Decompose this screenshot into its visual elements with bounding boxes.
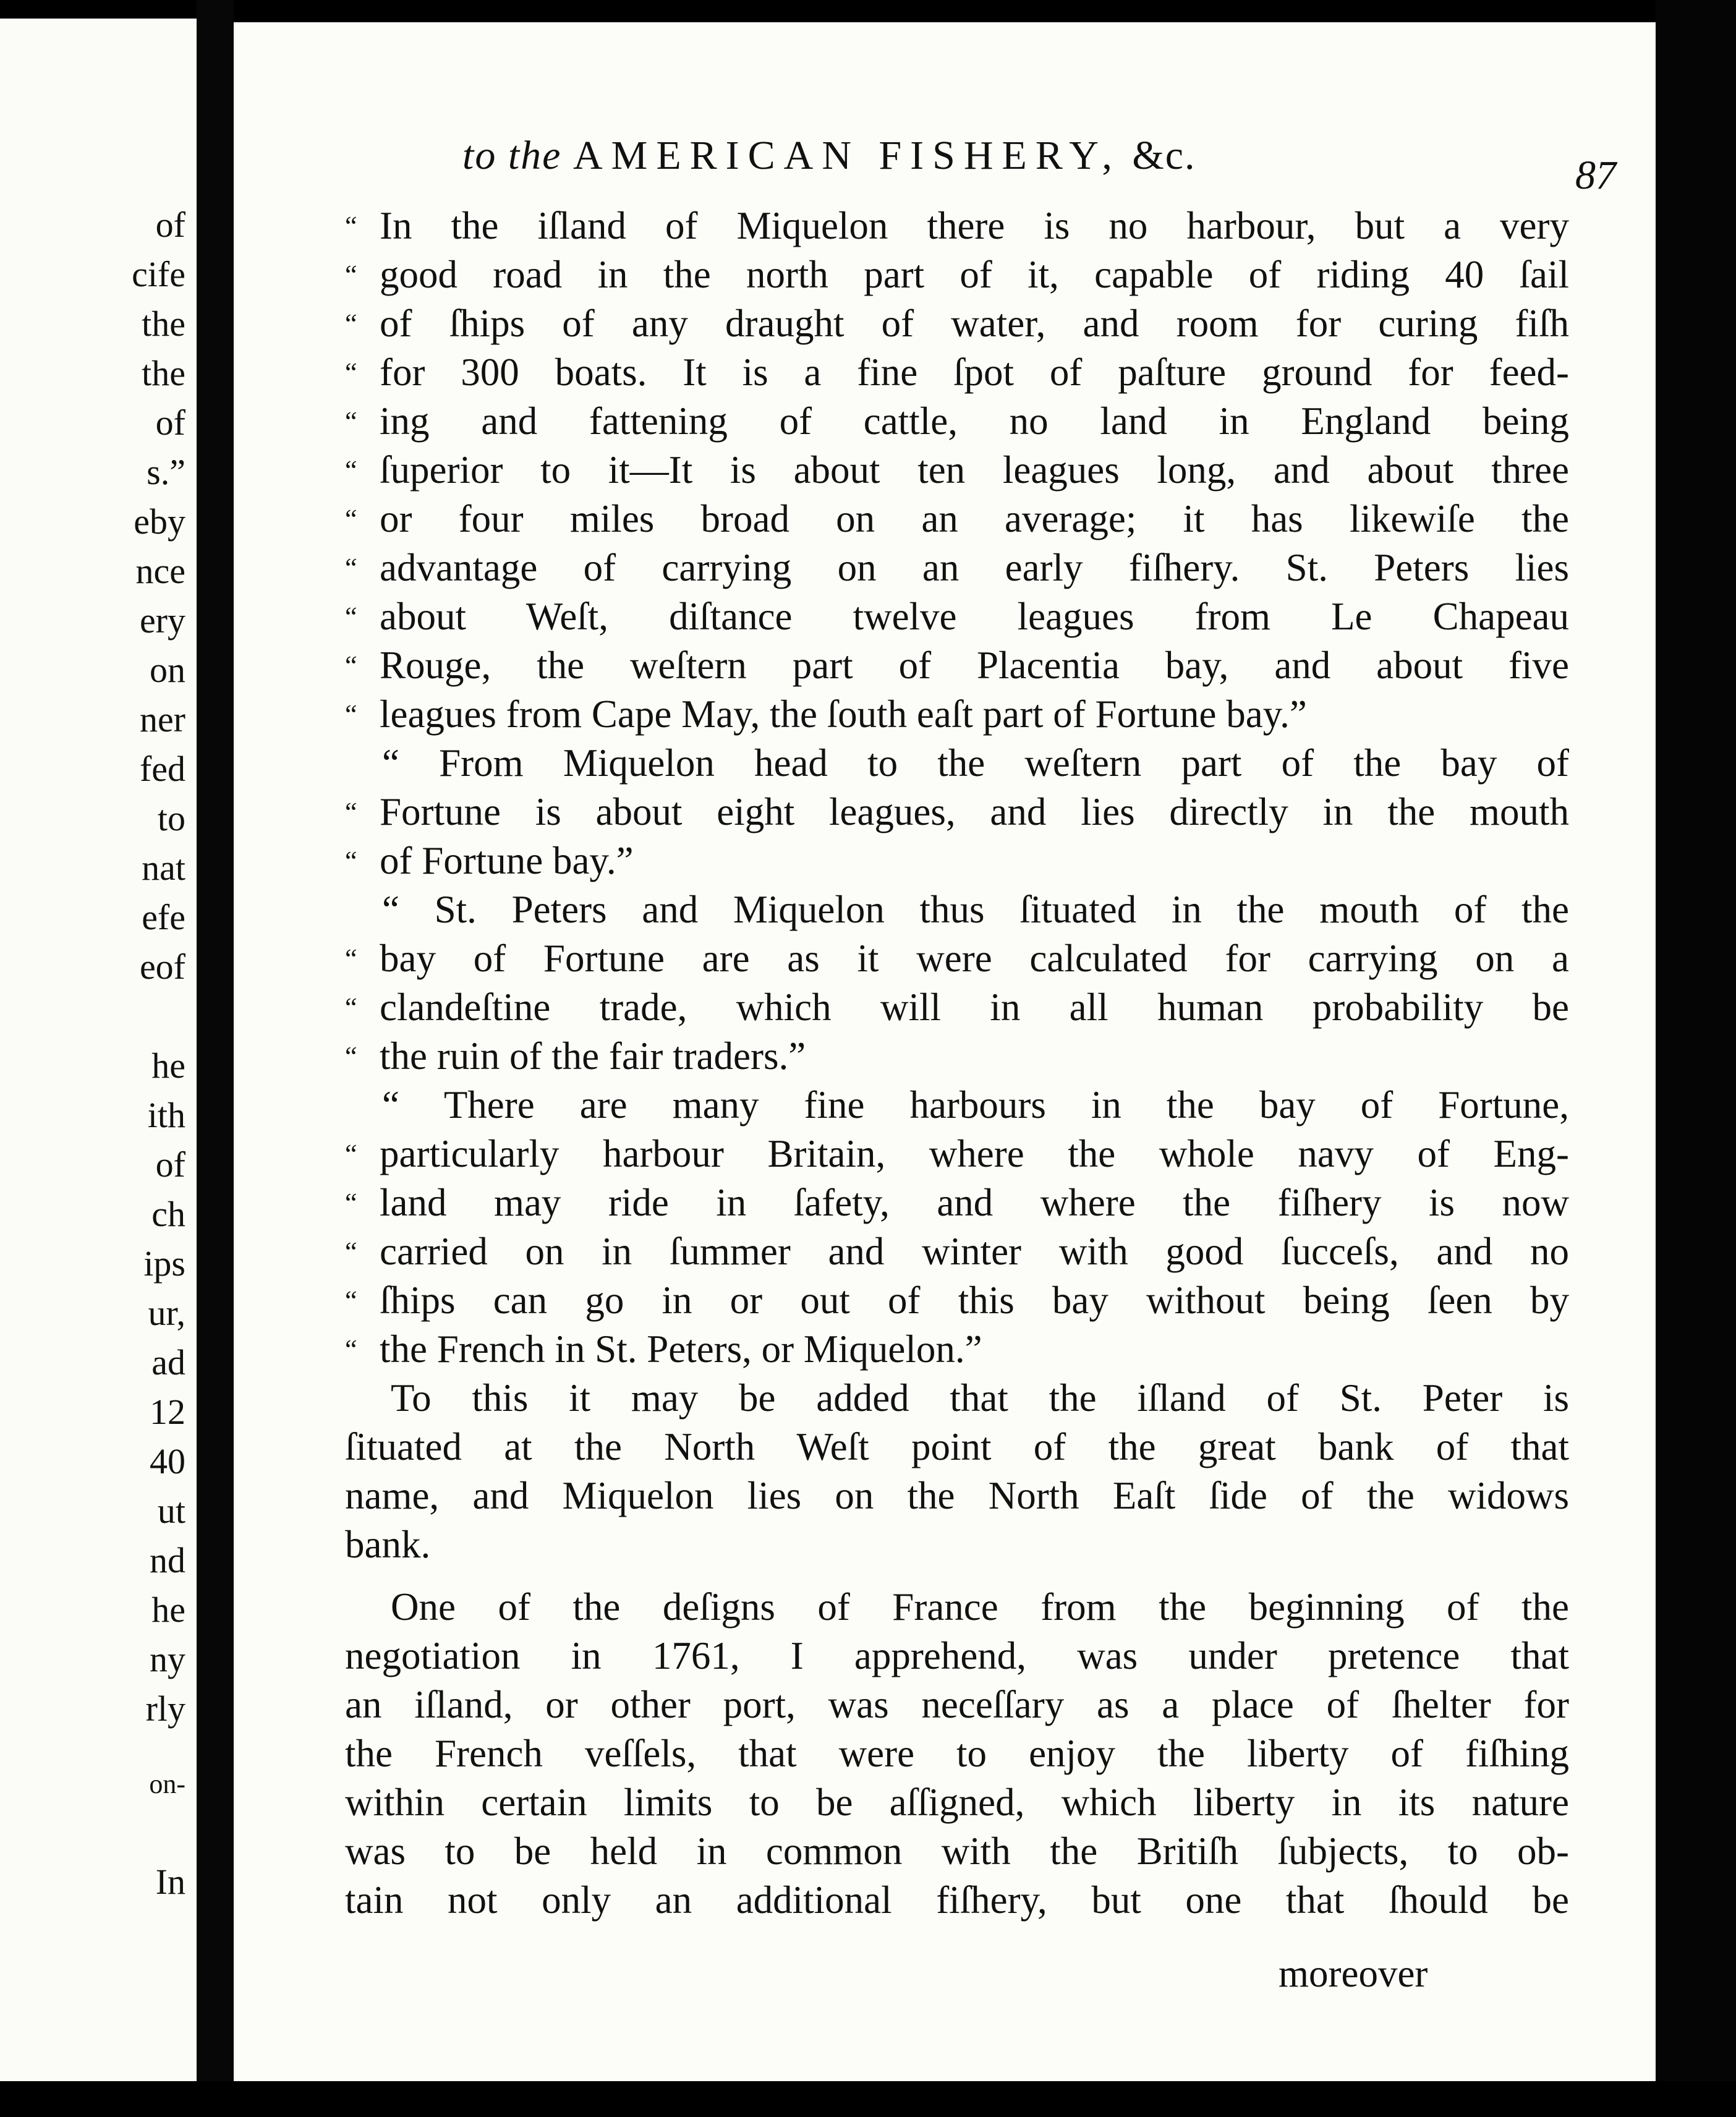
line-text: “ From Miquelon head to the weſtern part of the bay of	[382, 741, 1569, 785]
quotation-mark: “	[345, 1188, 357, 1218]
line-text: “ There are many fine harbours in the bay of Fortune,	[382, 1083, 1569, 1127]
line-text: One of the deſigns of France from the beginning of the	[391, 1585, 1569, 1629]
text-line	[345, 934, 1569, 983]
left-page-fragment: ips	[143, 1243, 185, 1284]
left-page-fragment: 40	[150, 1441, 185, 1481]
text-line	[345, 543, 1569, 592]
quotation-mark: “	[345, 1285, 357, 1316]
text-line	[345, 641, 1569, 690]
left-page-fragment: ery	[139, 600, 185, 641]
line-text: or four miles broad on an average; it has likewiſe the	[380, 497, 1569, 540]
text-line	[345, 837, 1569, 885]
left-page-fragment: the	[142, 353, 185, 393]
line-text: good road in the north part of it, capable of riding 40 ſail	[380, 253, 1569, 296]
quotation-mark: “	[345, 992, 357, 1023]
quotation-mark: “	[345, 553, 357, 583]
quotation-mark: “	[345, 797, 357, 827]
text-line	[345, 592, 1569, 641]
line-text: advantage of carrying on an early fiſhery. St. Peters lies	[380, 546, 1569, 589]
book-gutter	[197, 0, 234, 2117]
left-page-fragment: ny	[150, 1639, 185, 1679]
quotation-mark: “	[345, 943, 357, 974]
quotation-mark: “	[345, 1139, 357, 1169]
line-text: To this it may be added that the iſland of St. Peter is	[391, 1376, 1569, 1420]
running-head-line	[462, 132, 1625, 188]
left-page-fragment: rly	[145, 1689, 185, 1729]
line-text: tain not only an additional fiſhery, but one that ſhould be	[345, 1878, 1569, 1922]
scan-bottom-edge	[0, 2081, 1736, 2117]
right-page	[234, 22, 1656, 2081]
text-line	[345, 1325, 1569, 1374]
line-text: ing and fattening of cattle, no land in England being	[380, 399, 1569, 443]
quotation-mark: “	[345, 406, 357, 437]
text-line	[345, 788, 1569, 837]
text-line	[345, 1680, 1569, 1729]
text-line	[345, 1827, 1569, 1876]
line-text: for 300 boats. It is a fine ſpot of paſture ground for feed-	[380, 351, 1569, 394]
line-text: within certain limits to be aſſigned, which liberty in its nature	[345, 1781, 1569, 1824]
text-line	[345, 1130, 1569, 1178]
text-line	[345, 1472, 1569, 1520]
page-body-text	[345, 202, 1569, 1925]
left-page-fragment: ch	[151, 1194, 185, 1234]
text-line	[345, 495, 1569, 543]
quotation-mark: “	[345, 650, 357, 681]
line-text: ſuperior to it—It is about ten leagues long, and about three	[380, 448, 1569, 492]
text-line	[345, 397, 1569, 446]
quotation-mark: “	[345, 1041, 357, 1071]
quotation-mark: “	[345, 1237, 357, 1267]
left-facing-page	[0, 19, 197, 2084]
line-text: the ruin of the fair traders.”	[380, 1034, 806, 1078]
left-page-fragment: on	[150, 650, 185, 690]
text-line	[345, 202, 1569, 250]
line-text: of ſhips of any draught of water, and room for curing fiſh	[380, 302, 1569, 345]
text-line	[345, 1520, 1569, 1569]
line-text: clandeſtine trade, which will in all human probability be	[380, 986, 1569, 1029]
text-line	[345, 739, 1569, 788]
quotation-mark: “	[345, 846, 357, 876]
left-page-fragment: on-	[149, 1769, 185, 1799]
line-text: Fortune is about eight leagues, and lies directly in the mouth	[380, 790, 1569, 833]
left-page-fragment: ur,	[148, 1293, 185, 1333]
line-text: was to be held in common with the Britiſh ſubjects, to ob-	[345, 1829, 1569, 1873]
line-text: “ St. Peters and Miquelon thus ſituated in the mouth of the	[382, 888, 1569, 931]
left-page-fragment: In	[155, 1862, 185, 1902]
quotation-mark: “	[345, 602, 357, 632]
left-page-fragment: ith	[147, 1095, 185, 1135]
left-page-fragment: of	[155, 205, 185, 245]
line-text: In the iſland of Miquelon there is no harbour, but a very	[380, 204, 1569, 247]
line-text: an iſland, or other port, was neceſſary as a place of ſhelter for	[345, 1683, 1569, 1726]
quotation-mark: “	[345, 357, 357, 388]
running-head	[462, 132, 1196, 179]
left-page-fragment: ad	[151, 1342, 185, 1382]
left-page-fragment: s.”	[147, 452, 185, 492]
text-line	[345, 983, 1569, 1032]
left-page-fragment: the	[142, 304, 185, 344]
running-head-title: AMERICAN FISHERY,	[572, 133, 1121, 178]
left-page-fragment: eof	[139, 947, 185, 987]
text-line	[345, 1227, 1569, 1276]
line-text: leagues from Cape May, the ſouth eaſt part of Fortune bay.”	[380, 692, 1307, 736]
line-text: particularly harbour Britain, where the whole navy of Eng-	[380, 1132, 1569, 1175]
text-line	[345, 1423, 1569, 1472]
left-page-fragment: 12	[150, 1392, 185, 1432]
left-page-fragment: of	[155, 403, 185, 443]
left-page-fragment: ut	[157, 1491, 185, 1531]
text-line	[345, 1032, 1569, 1081]
text-line	[345, 1778, 1569, 1827]
left-page-fragment: he	[151, 1046, 185, 1086]
left-page-fragment: fed	[139, 749, 185, 789]
line-text: negotiation in 1761, I apprehend, was under pretence that	[345, 1634, 1569, 1677]
left-page-fragment: nce	[135, 551, 185, 591]
line-text: the French in St. Peters, or Miquelon.”	[380, 1327, 982, 1371]
text-line	[345, 348, 1569, 397]
running-head-prefix: to the	[462, 133, 562, 178]
left-page-fragment: he	[151, 1590, 185, 1630]
line-text: of Fortune bay.”	[380, 839, 634, 882]
left-page-fragment: efe	[142, 897, 185, 937]
text-line	[345, 690, 1569, 739]
left-page-fragment: eby	[134, 501, 185, 542]
line-text: about Weſt, diſtance twelve leagues from Le Chapeau	[380, 595, 1569, 638]
quotation-mark: “	[345, 455, 357, 485]
left-page-fragment: nat	[142, 848, 185, 888]
page-number: 87	[1575, 153, 1616, 198]
line-text: bay of Fortune are as it were calculated for carrying on a	[380, 937, 1569, 980]
text-line	[345, 1729, 1569, 1778]
text-line	[345, 1081, 1569, 1130]
quotation-mark: “	[345, 1334, 357, 1365]
left-page-fragment: of	[155, 1144, 185, 1185]
line-text: the French veſſels, that were to enjoy the liberty of fiſhing	[345, 1732, 1569, 1775]
text-line	[345, 1583, 1569, 1632]
text-line	[345, 1178, 1569, 1227]
line-text: bank.	[345, 1523, 431, 1566]
left-page-fragment: ner	[139, 699, 185, 739]
text-line	[345, 1876, 1569, 1925]
line-text: carried on in ſummer and winter with good ſucceſs, and no	[380, 1230, 1569, 1273]
line-text: name, and Miquelon lies on the North Eaſt ſide of the widows	[345, 1474, 1569, 1517]
quotation-mark: “	[345, 211, 357, 241]
text-line	[345, 446, 1569, 495]
left-page-fragment: to	[157, 798, 185, 838]
text-line	[345, 885, 1569, 934]
left-page-fragment: cife	[132, 254, 185, 294]
left-page-fragment: nd	[150, 1540, 185, 1580]
running-head-suffix: &c.	[1132, 133, 1196, 178]
text-line	[345, 1374, 1569, 1423]
quotation-mark: “	[345, 504, 357, 534]
catchword: moreover	[1279, 1952, 1428, 1995]
line-text: ſituated at the North Weſt point of the great bank of that	[345, 1425, 1569, 1468]
text-line	[345, 1632, 1569, 1680]
line-text: ſhips can go in or out of this bay without being ſeen by	[380, 1279, 1569, 1322]
line-text: Rouge, the weſtern part of Placentia bay, and about five	[380, 644, 1569, 687]
text-line	[345, 299, 1569, 348]
text-line	[345, 250, 1569, 299]
text-line	[345, 1276, 1569, 1325]
quotation-mark: “	[345, 260, 357, 290]
line-text: land may ride in ſafety, and where the fiſhery is now	[380, 1181, 1569, 1224]
quotation-mark: “	[345, 309, 357, 339]
scan-right-edge	[1656, 0, 1736, 2117]
quotation-mark: “	[345, 699, 357, 730]
